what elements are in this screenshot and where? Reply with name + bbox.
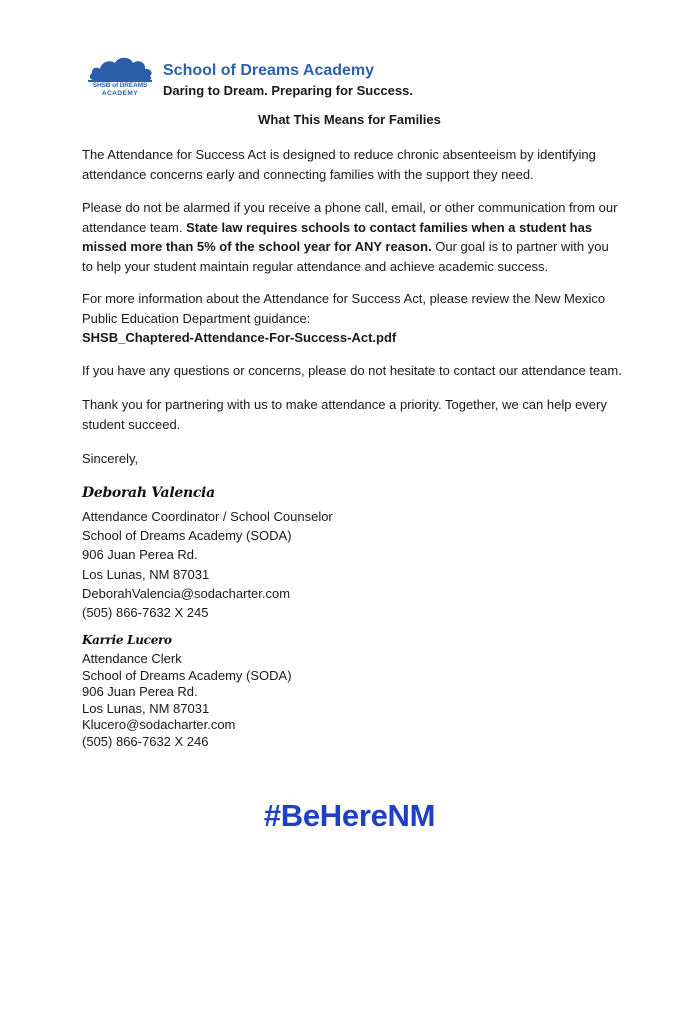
contact-street: 906 Juan Perea Rd.	[82, 684, 198, 700]
contact-org: School of Dreams Academy (SODA)	[82, 528, 292, 544]
guidance-document-link[interactable]: SHSB_Chaptered-Attendance-For-Success-Act.pdf	[82, 330, 397, 345]
contact-email[interactable]: DeborahValencia@sodacharter.com	[82, 585, 291, 601]
contact-role: Attendance Clerk	[82, 651, 182, 666]
school-name: School of Dreams Academy	[163, 62, 375, 79]
contact-phone: (505) 866-7632 X 245	[82, 605, 209, 621]
contact-org: School of Dreams Academy (SODA)	[82, 667, 292, 683]
paragraph-contact-notice-end: Our goal is to partner with you to help your student maintain regular attendance and achieve academic success.	[82, 239, 609, 274]
school-logo	[84, 52, 156, 104]
contact-street: 906 Juan Perea Rd.	[82, 547, 198, 563]
logo-text-line2: ACADEMY	[101, 90, 139, 97]
paragraph-more-info	[82, 289, 622, 348]
contact-city: Los Lunas, NM 87031	[82, 566, 210, 582]
more-info-text: For more information about the Attendance for Success Act, please review the New Mexico Public Education Department guidance:	[82, 291, 606, 326]
school-header	[84, 52, 484, 104]
state-law-notice: State law requires schools to contact families when a student has missed more than 5% of the school year for ANY reason.	[82, 219, 593, 254]
signature-deborah-valencia: Deborah Valencia	[82, 485, 215, 501]
paragraph-contact-notice	[82, 198, 622, 276]
paragraph-intro: The Attendance for Success Act is designed to reduce chronic absenteeism by identifying attendance concerns early and connecting families with the support they need.	[82, 147, 596, 182]
campaign-hashtag: #BeHereNM	[263, 798, 436, 833]
school-tagline: Daring to Dream. Preparing for Success.	[163, 83, 413, 98]
contact-email[interactable]: Klucero@sodacharter.com	[82, 717, 236, 733]
contact-role: Attendance Coordinator / School Counselor	[82, 509, 333, 524]
cloud-icon	[84, 52, 156, 84]
contact-card-2	[82, 651, 292, 751]
contact-phone: (505) 866-7632 X 246	[82, 733, 209, 749]
paragraph-thank-you: Thank you for partnering with us to make attendance a priority. Together, we can help every student succeed.	[82, 397, 607, 432]
logo-text-line1: SHSB of DREAMS	[92, 82, 148, 89]
paragraph-questions: If you have any questions or concerns, please do not hesitate to contact our attendance team.	[82, 363, 622, 378]
signature-karrie-lucero: Karrie Lucero	[82, 633, 172, 647]
paragraph-contact-notice-start: Please do not be alarmed if you receive a phone call, email, or other communication from our attendance team.	[82, 200, 618, 235]
contact-card-1	[82, 507, 333, 622]
contact-city: Los Lunas, NM 87031	[82, 700, 210, 716]
closing-salutation: Sincerely,	[82, 451, 139, 466]
page-title: What This Means for Families	[258, 112, 441, 127]
